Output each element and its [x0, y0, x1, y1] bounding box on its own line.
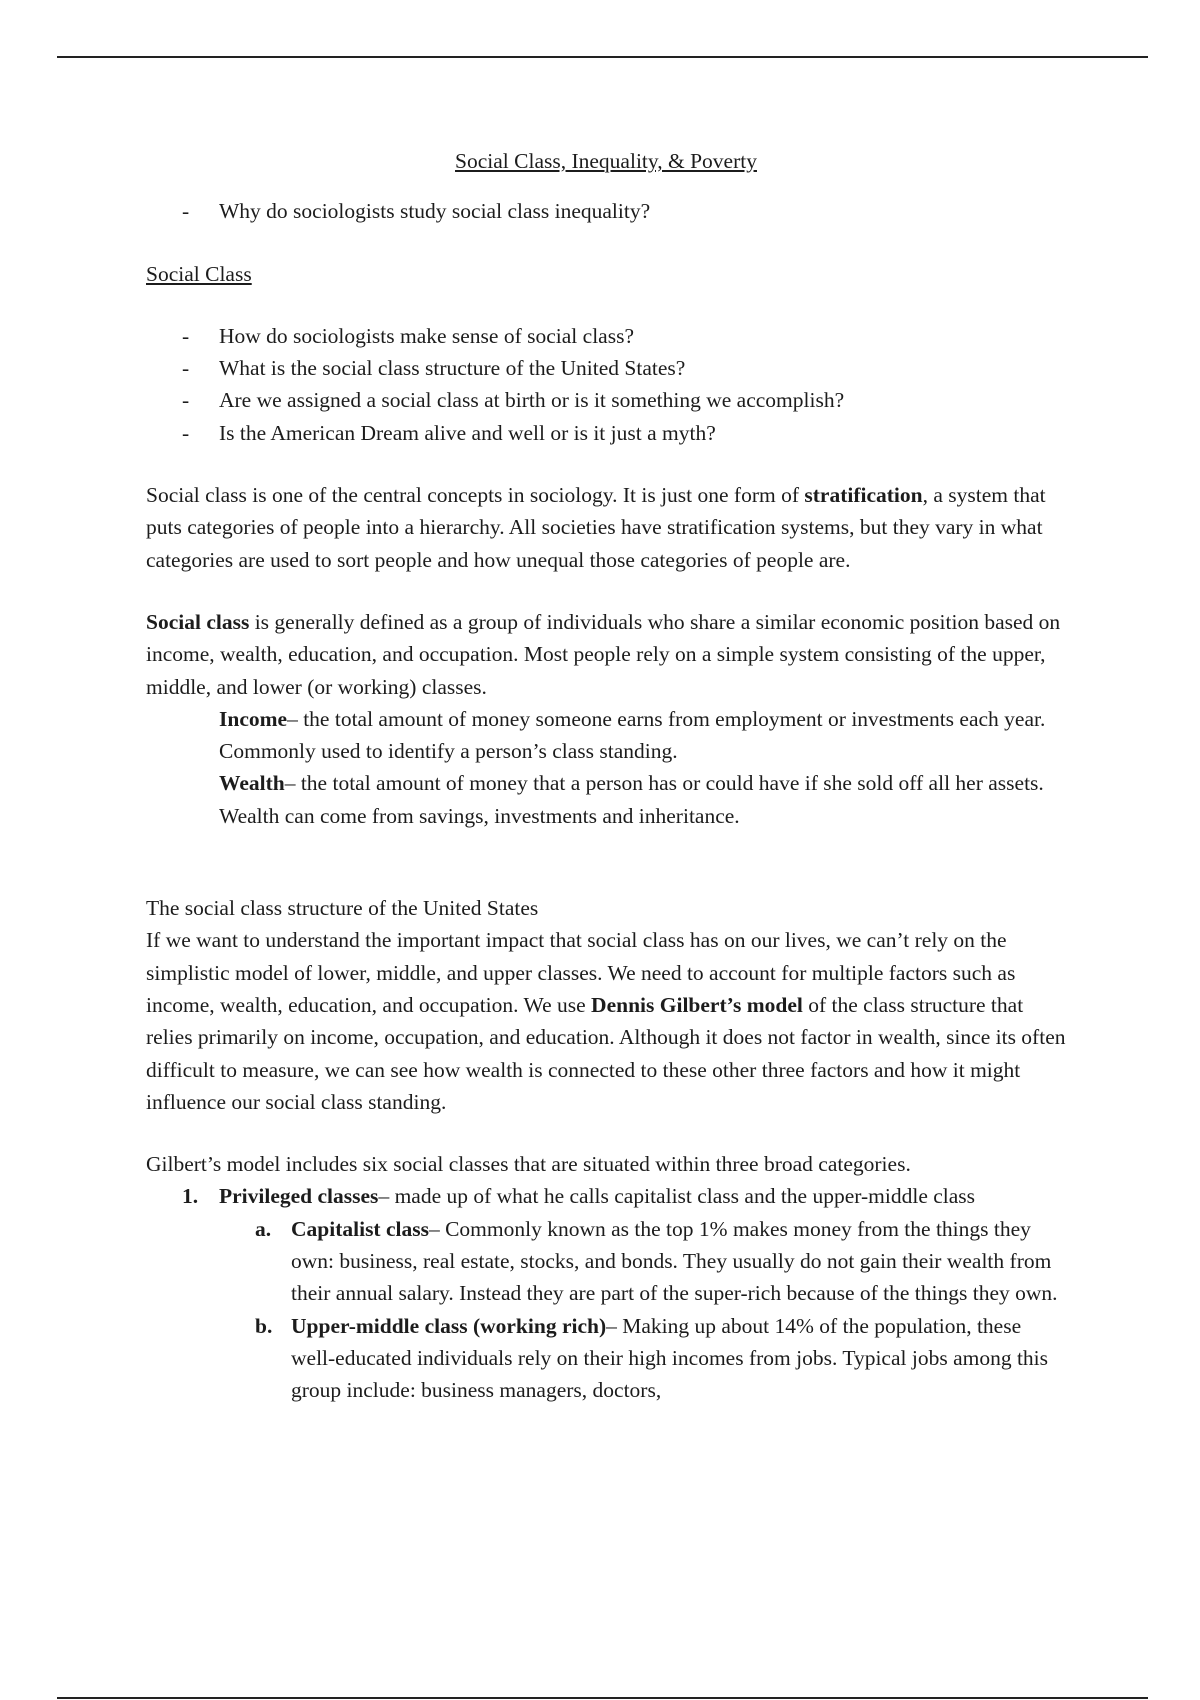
gilbert-intro: Gilbert’s model includes six social classes that are situated within three broad categories. — [146, 1152, 911, 1177]
bottom-rule — [57, 1697, 1148, 1699]
income-definition: Income– the total amount of money someone earns from employment or investments each year. Commonly used to identify a person’s class standing. — [219, 706, 1046, 764]
section-heading-social-class: Social Class — [146, 261, 252, 286]
term-social-class: Social class — [146, 609, 250, 634]
structure-paragraph: If we want to understand the important impact that social class has on our lives, we can’t rely on the simplistic model of lower, middle, and upper classes. We need to account for multiple factors such as income, wealth, education, and occupation. We use Dennis Gilbert’s model of the class structure that relies primarily on income, occupation, and education. Although it does not factor in wealth, since its often difficult to measure, we can see how wealth is connected to these other three factors and how it might influence our social class standing. — [146, 928, 1066, 1114]
intro-question-list — [146, 195, 1066, 227]
list-item-privileged: 1. Privileged classes– made up of what he calls capitalist class and the upper-middle class — [146, 1180, 1066, 1212]
list-marker: 1. — [182, 1184, 199, 1209]
question-list — [146, 320, 1066, 449]
list-marker: a. — [255, 1216, 272, 1241]
document-body — [146, 145, 1066, 1407]
wealth-definition: Wealth– the total amount of money that a person has or could have if she sold off all her assets. Wealth can come from savings, investments and inheritance. — [219, 771, 1044, 828]
list-item: - Why do sociologists study social class inequality? — [146, 195, 1066, 227]
term-stratification: stratification — [804, 483, 923, 508]
list-marker: b. — [255, 1313, 273, 1338]
list-item: - Are we assigned a social class at birth or is it something we accomplish? — [146, 384, 1066, 416]
term-capitalist-class: Capitalist class — [291, 1216, 429, 1241]
term-upper-middle-class: Upper-middle class (working rich) — [291, 1313, 607, 1338]
list-item-capitalist: a. Capitalist class– Commonly known as the top 1% makes money from the things they own: business, real estate, stocks, and bonds. They usually do not gain their wealth from their annual salary. Instead they are part of the super-rich because of the things they own. — [146, 1213, 1066, 1310]
list-item: - What is the social class structure of the United States? — [146, 352, 1066, 384]
social-class-paragraph: Social class is generally defined as a group of individuals who share a similar economic position based on income, wealth, education, and occupation. Most people rely on a simple system consisting of the upper, middle, and lower (or working) classes. — [146, 609, 1061, 699]
document-title: Social Class, Inequality, & Poverty — [455, 149, 757, 173]
list-item: - How do sociologists make sense of social class? — [146, 320, 1066, 352]
list-item: - Is the American Dream alive and well or is it just a myth? — [146, 417, 1066, 449]
term-gilbert-model: Dennis Gilbert’s model — [591, 992, 803, 1017]
term-income: Income — [219, 706, 288, 731]
top-rule — [57, 56, 1148, 58]
stratification-paragraph: Social class is one of the central concepts in sociology. It is just one form of stratification, a system that puts categories of people into a hierarchy. All societies have stratification systems, but they vary in what categories are used to sort people and how unequal those categories of people are. — [146, 483, 1046, 572]
structure-heading: The social class structure of the United States — [146, 896, 539, 921]
term-privileged-classes: Privileged classes — [219, 1184, 379, 1209]
term-wealth: Wealth — [219, 771, 285, 796]
class-list — [146, 1180, 1066, 1406]
list-item-upper-middle: b. Upper-middle class (working rich)– Making up about 14% of the population, these well-educated individuals rely on their high incomes from jobs. Typical jobs among this group include: business managers, doctors, — [146, 1310, 1066, 1407]
